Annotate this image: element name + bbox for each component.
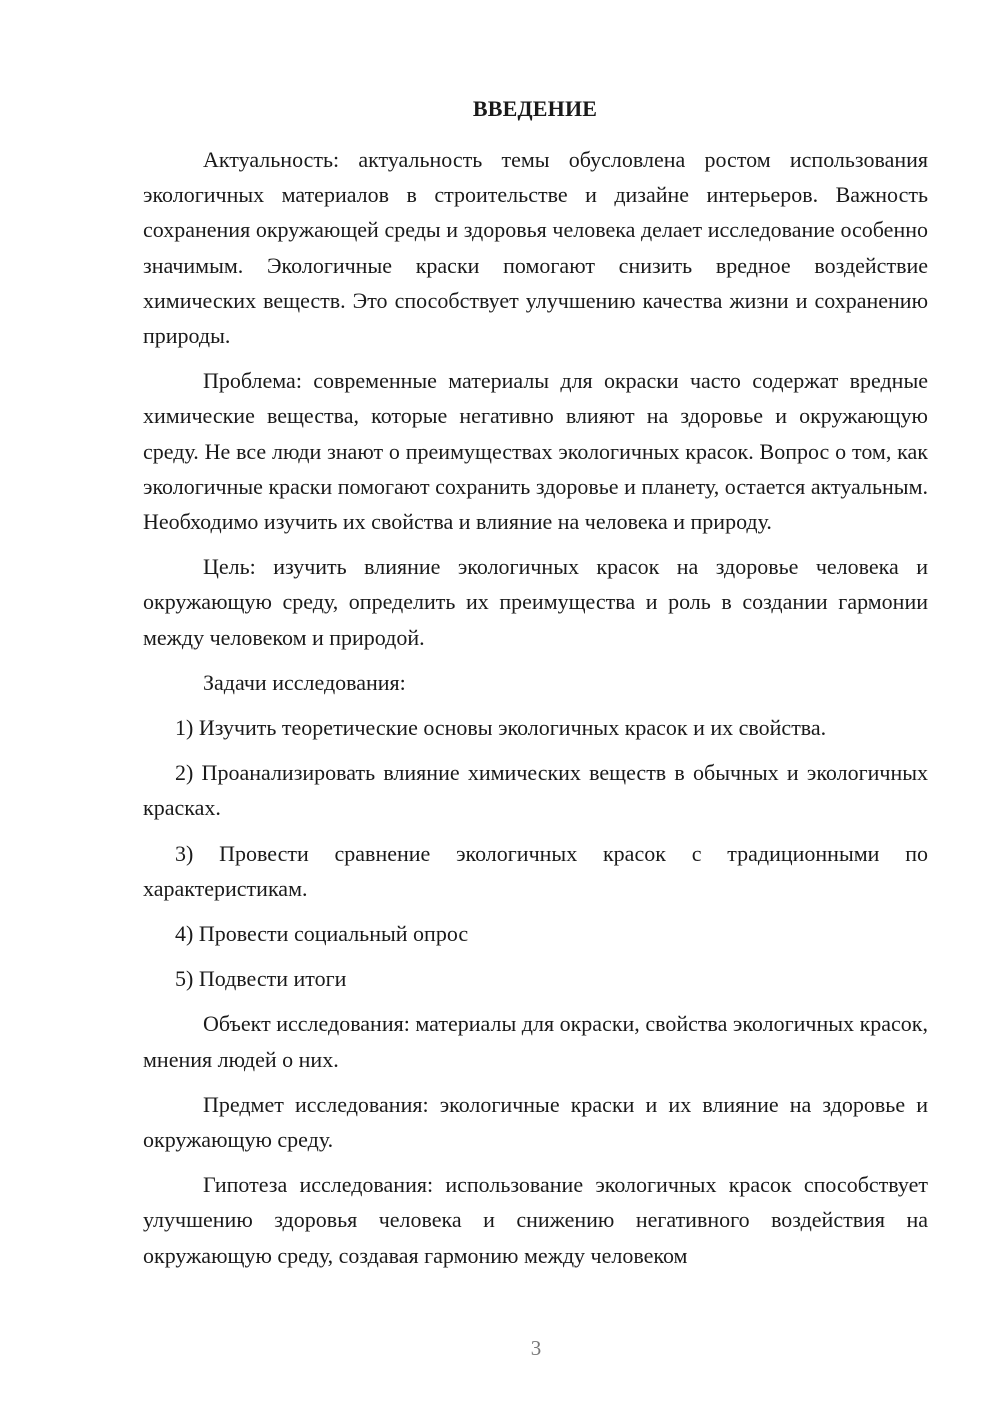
- page-number: 3: [530, 1336, 542, 1360]
- paragraph-relevance: Актуальность: актуальность темы обусловлена ростом использования экологичных материалов в строительстве и дизайне интерьеров. Важность сохранения окружающей среды и здоровья человека делает исследование особенно значимым. Экологичные краски помогают снизить вредное воздействие химических веществ. Это способствует улучшению качества жизни и сохранению природы.: [143, 147, 928, 349]
- paragraph-goal: Цель: изучить влияние экологичных красок на здоровье человека и окружающую среду, определить их преимущества и роль в создании гармонии между человеком и природой.: [143, 554, 928, 650]
- paragraph-object: Объект исследования: материалы для окраски, свойства экологичных красок, мнения людей о них.: [143, 1011, 928, 1072]
- task-item-5: 5) Подвести итоги: [175, 966, 347, 992]
- paragraph-hypothesis: Гипотеза исследования: использование экологичных красок способствует улучшению здоровья человека и снижению негативного воздействия на окружающую среду, создавая гармонию между человеком: [143, 1172, 928, 1268]
- task-item-2: 2) Проанализировать влияние химических веществ в обычных и экологичных красках.: [143, 760, 928, 821]
- page-title: ВВЕДЕНИЕ: [472, 96, 598, 121]
- paragraph-subject: Предмет исследования: экологичные краски и их влияние на здоровье и окружающую среду.: [143, 1091, 928, 1153]
- task-item-4: 4) Провести социальный опрос: [175, 921, 469, 947]
- tasks-heading: Задачи исследования:: [203, 669, 406, 695]
- document-body: [143, 142, 928, 1283]
- task-item-1: 1) Изучить теоретические основы экологичных красок и их свойства.: [175, 715, 827, 741]
- task-item-3: 3) Провести сравнение экологичных красок с традиционными по характеристикам.: [143, 840, 928, 901]
- paragraph-problem: Проблема: современные материалы для окраски часто содержат вредные химические вещества, которые негативно влияют на здоровье и окружающую среду. Не все люди знают о преимуществах экологичных красок. Вопрос о том, как экологичные краски помогают сохранить здоровье и планету, остается актуальным. Необходимо изучить их свойства и влияние на человека и природу.: [143, 368, 928, 535]
